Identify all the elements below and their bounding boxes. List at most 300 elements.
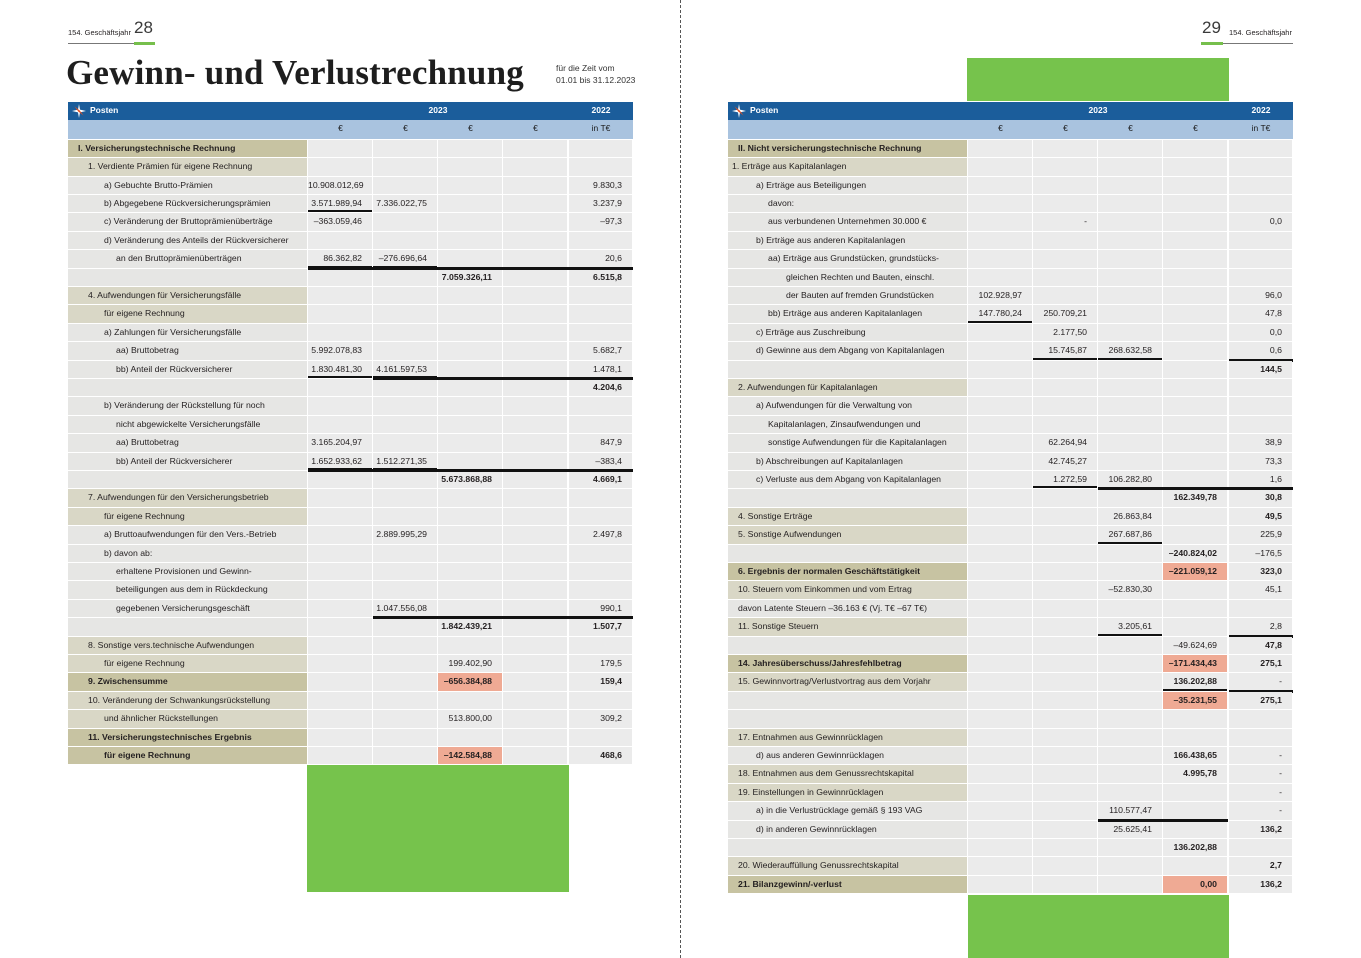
table-row [728, 213, 1293, 231]
value-cell: 136,2 [1229, 821, 1292, 838]
row-label: bb) Anteil der Rückversicherer [68, 361, 307, 378]
value-cell [968, 140, 1032, 157]
value-cell [1033, 821, 1097, 838]
period-text: für die Zeit vom 01.01 bis 31.12.2023 [556, 63, 636, 85]
value-cell: 5.992.078,83 [308, 342, 372, 359]
value-cell: 5.673.868,88 [438, 471, 502, 488]
table-row [728, 508, 1293, 526]
table-row [728, 747, 1293, 765]
value-cell [1098, 765, 1162, 782]
value-cell [968, 416, 1032, 433]
row-label: 18. Entnahmen aus dem Genussrechtskapital [728, 765, 967, 782]
value-cell [1098, 158, 1162, 175]
value-cell [1033, 287, 1097, 304]
value-cell [968, 673, 1032, 690]
value-cell [438, 526, 502, 543]
value-cell [373, 545, 437, 562]
value-cell: 268.632,58 [1098, 342, 1162, 359]
value-cell [1163, 342, 1227, 359]
value-cell: 25.625,41 [1098, 821, 1162, 838]
value-cell [373, 177, 437, 194]
value-cell: - [1229, 802, 1292, 819]
value-cell [438, 324, 502, 341]
value-cell [569, 140, 632, 157]
value-cell [968, 600, 1032, 617]
value-cell: 2.497,8 [569, 526, 632, 543]
row-label: bb) Anteil der Rückversicherer [68, 453, 307, 470]
unit-label: € [403, 123, 408, 134]
table-row [728, 158, 1293, 176]
value-cell: 147.780,24 [968, 305, 1032, 322]
row-label: c) Veränderung der Bruttoprämienüberträge [68, 213, 307, 230]
value-cell [968, 361, 1032, 378]
unit-label: € [1063, 123, 1068, 134]
value-cell: 3.165.204,97 [308, 434, 372, 451]
star-logo-icon [72, 104, 86, 118]
value-cell [1033, 489, 1097, 506]
value-cell [438, 508, 502, 525]
table-units-row [728, 120, 1293, 138]
row-label: aus verbundenen Unternehmen 30.000 € [728, 213, 967, 230]
value-cell: –240.824,02 [1163, 545, 1227, 562]
value-cell [968, 379, 1032, 396]
value-cell: 166.438,65 [1163, 747, 1227, 764]
value-cell: - [1033, 213, 1097, 230]
value-cell: - [1229, 673, 1292, 690]
value-cell [569, 729, 632, 746]
value-cell [1098, 453, 1162, 470]
value-cell: 47,8 [1229, 305, 1292, 322]
value-cell [968, 618, 1032, 635]
value-cell [1163, 600, 1227, 617]
value-cell [1033, 140, 1097, 157]
row-label: der Bauten auf fremden Grundstücken [728, 287, 967, 304]
row-label: d) aus anderen Gewinnrücklagen [728, 747, 967, 764]
value-cell: 26.863,84 [1098, 508, 1162, 525]
row-label: a) Bruttoaufwendungen für den Vers.-Betrieb [68, 526, 307, 543]
value-cell [1033, 637, 1097, 654]
left-page-header [68, 18, 155, 44]
table-row [728, 839, 1293, 857]
row-label: 8. Sonstige vers.technische Aufwendungen [68, 637, 307, 654]
value-cell [503, 140, 567, 157]
value-cell [1098, 600, 1162, 617]
value-cell [1098, 434, 1162, 451]
value-cell [503, 213, 567, 230]
sum-rule [308, 469, 633, 472]
value-cell [569, 489, 632, 506]
value-cell [968, 692, 1032, 709]
value-cell [503, 250, 567, 267]
row-label: 5. Sonstige Aufwendungen [728, 526, 967, 543]
value-cell: 6.515,8 [569, 269, 632, 286]
row-label: erhaltene Provisionen und Gewinn- [68, 563, 307, 580]
value-cell [373, 158, 437, 175]
value-cell: 20,6 [569, 250, 632, 267]
value-cell [1229, 177, 1292, 194]
value-cell: 0,00 [1163, 876, 1227, 893]
value-cell [1098, 324, 1162, 341]
value-cell [1163, 287, 1227, 304]
row-label: für eigene Rechnung [68, 508, 307, 525]
value-cell [1033, 581, 1097, 598]
row-label: I. Versicherungstechnische Rechnung [68, 140, 307, 157]
value-cell [1229, 600, 1292, 617]
value-cell [1033, 195, 1097, 212]
sum-rule [1098, 819, 1228, 822]
value-cell [968, 397, 1032, 414]
unit-label: € [533, 123, 538, 134]
value-cell: - [1229, 784, 1292, 801]
value-cell: 1.830.481,30 [308, 361, 372, 378]
value-cell [503, 545, 567, 562]
value-cell [1033, 857, 1097, 874]
value-cell [1033, 692, 1097, 709]
right-page-header [1201, 18, 1293, 44]
table-row [68, 618, 633, 636]
value-cell [373, 324, 437, 341]
value-cell [373, 710, 437, 727]
row-label: davon: [728, 195, 967, 212]
value-cell [1229, 195, 1292, 212]
value-cell: –383,4 [569, 453, 632, 470]
value-cell [1163, 213, 1227, 230]
value-cell [503, 508, 567, 525]
value-cell: 2.177,50 [1033, 324, 1097, 341]
value-cell [308, 692, 372, 709]
value-cell: 250.709,21 [1033, 305, 1097, 322]
value-cell [968, 765, 1032, 782]
value-cell [1163, 729, 1227, 746]
row-label: gegebenen Versicherungsgeschäft [68, 600, 307, 617]
value-cell [1229, 269, 1292, 286]
row-label [728, 710, 967, 727]
row-label: 1. Erträge aus Kapitalanlagen [728, 158, 967, 175]
value-cell: 159,4 [569, 673, 632, 690]
value-cell [373, 489, 437, 506]
value-cell [438, 416, 502, 433]
row-label: 17. Entnahmen aus Gewinnrücklagen [728, 729, 967, 746]
value-cell [373, 673, 437, 690]
value-cell [968, 637, 1032, 654]
value-cell [1229, 250, 1292, 267]
row-label: 4. Aufwendungen für Versicherungsfälle [68, 287, 307, 304]
row-label: a) Gebuchte Brutto-Prämien [68, 177, 307, 194]
value-cell [968, 526, 1032, 543]
table-row [728, 250, 1293, 268]
row-label: 19. Einstellungen in Gewinnrücklagen [728, 784, 967, 801]
value-cell [308, 508, 372, 525]
value-cell [373, 637, 437, 654]
value-cell [373, 232, 437, 249]
value-cell [569, 305, 632, 322]
value-cell [1033, 729, 1097, 746]
value-cell [1098, 140, 1162, 157]
value-cell [1098, 269, 1162, 286]
row-label: 10. Steuern vom Einkommen und vom Ertrag [728, 581, 967, 598]
value-cell [1163, 471, 1227, 488]
value-cell: 3.237,9 [569, 195, 632, 212]
value-cell: 110.577,47 [1098, 802, 1162, 819]
value-cell [373, 140, 437, 157]
value-cell [569, 324, 632, 341]
row-label [68, 379, 307, 396]
table-row [728, 269, 1293, 287]
value-cell [1163, 195, 1227, 212]
value-cell [1098, 489, 1162, 506]
value-cell [503, 581, 567, 598]
value-cell [503, 637, 567, 654]
value-cell: 0,0 [1229, 324, 1292, 341]
table-row [728, 600, 1293, 618]
value-cell [438, 158, 502, 175]
table-row [68, 379, 633, 397]
value-cell [569, 637, 632, 654]
row-label [728, 637, 967, 654]
value-cell [438, 729, 502, 746]
unit-label: € [1193, 123, 1198, 134]
value-cell [308, 581, 372, 598]
table-row [68, 563, 633, 581]
value-cell [1098, 729, 1162, 746]
value-cell [503, 397, 567, 414]
value-cell: 73,3 [1229, 453, 1292, 470]
value-cell [503, 177, 567, 194]
row-label [728, 361, 967, 378]
table-row [68, 195, 633, 213]
table-row [68, 397, 633, 415]
row-label: 10. Veränderung der Schwankungsrückstellung [68, 692, 307, 709]
value-cell: 468,6 [569, 747, 632, 764]
value-cell [1098, 379, 1162, 396]
value-cell [1098, 250, 1162, 267]
row-label: c) Erträge aus Zuschreibung [728, 324, 967, 341]
value-cell [1033, 655, 1097, 672]
value-cell [503, 434, 567, 451]
value-cell [1033, 876, 1097, 893]
row-label: 7. Aufwendungen für den Versicherungsbetrieb [68, 489, 307, 506]
header-year-prev: 2022 [1251, 105, 1271, 115]
value-cell: 49,5 [1229, 508, 1292, 525]
value-cell: 7.336.022,75 [373, 195, 437, 212]
table-row [68, 232, 633, 250]
right-page-number: 29 [1202, 18, 1221, 37]
value-cell [308, 710, 372, 727]
value-cell [968, 821, 1032, 838]
value-cell [968, 269, 1032, 286]
value-cell [308, 600, 372, 617]
value-cell [503, 747, 567, 764]
value-cell: –656.384,88 [438, 673, 502, 690]
value-cell [1229, 710, 1292, 727]
table-row [728, 232, 1293, 250]
value-cell [308, 618, 372, 635]
table-units-row [68, 120, 633, 138]
table-row [728, 526, 1293, 544]
value-cell [1163, 581, 1227, 598]
value-cell: 30,8 [1229, 489, 1292, 506]
value-cell [569, 545, 632, 562]
value-cell [503, 710, 567, 727]
value-cell [308, 158, 372, 175]
value-cell [1033, 563, 1097, 580]
value-cell [968, 802, 1032, 819]
value-cell [1098, 213, 1162, 230]
value-cell [503, 673, 567, 690]
value-cell [308, 305, 372, 322]
value-cell: 42.745,27 [1033, 453, 1097, 470]
value-cell [373, 692, 437, 709]
value-cell: 96,0 [1229, 287, 1292, 304]
value-cell [308, 747, 372, 764]
table-row [68, 471, 633, 489]
row-label: Kapitalanlagen, Zinsaufwendungen und [728, 416, 967, 433]
value-cell [503, 526, 567, 543]
value-cell [1098, 416, 1162, 433]
row-label: für eigene Rechnung [68, 305, 307, 322]
table-row [728, 453, 1293, 471]
value-cell: 1.512.271,35 [373, 453, 437, 470]
value-cell [1163, 158, 1227, 175]
table-header-row [728, 102, 1293, 120]
value-cell [503, 324, 567, 341]
value-cell [1098, 305, 1162, 322]
row-label: 15. Gewinnvortrag/Verlustvortrag aus dem Vorjahr [728, 673, 967, 690]
row-label: b) Veränderung der Rückstellung für noch [68, 397, 307, 414]
value-cell [968, 158, 1032, 175]
value-cell [503, 287, 567, 304]
value-cell [438, 232, 502, 249]
table-row [728, 876, 1293, 894]
row-label: für eigene Rechnung [68, 655, 307, 672]
value-cell [1098, 839, 1162, 856]
value-cell [968, 471, 1032, 488]
value-cell [569, 563, 632, 580]
header-year-prev: 2022 [591, 105, 611, 115]
value-cell: 990,1 [569, 600, 632, 617]
value-cell [373, 287, 437, 304]
row-label: d) Gewinne aus dem Abgang von Kapitalanlagen [728, 342, 967, 359]
value-cell [1229, 839, 1292, 856]
row-label: a) Zahlungen für Versicherungsfälle [68, 324, 307, 341]
value-cell [1163, 618, 1227, 635]
value-cell [1229, 397, 1292, 414]
table-row [68, 177, 633, 195]
value-cell [1098, 784, 1162, 801]
value-cell: –221.059,12 [1163, 563, 1227, 580]
value-cell [968, 177, 1032, 194]
value-cell [438, 545, 502, 562]
value-cell [373, 563, 437, 580]
table-row [728, 637, 1293, 655]
value-cell [1033, 397, 1097, 414]
table-row [68, 729, 633, 747]
value-cell [438, 563, 502, 580]
value-cell: –142.584,88 [438, 747, 502, 764]
row-label: und ähnlicher Rückstellungen [68, 710, 307, 727]
value-cell [308, 655, 372, 672]
table-row [728, 177, 1293, 195]
unit-label: € [468, 123, 473, 134]
value-cell [503, 471, 567, 488]
value-cell: 4.669,1 [569, 471, 632, 488]
value-cell: 102.928,97 [968, 287, 1032, 304]
value-cell [1033, 618, 1097, 635]
value-cell [373, 342, 437, 359]
value-cell [1033, 379, 1097, 396]
value-cell [503, 305, 567, 322]
table-header-row [68, 102, 633, 120]
value-cell [569, 692, 632, 709]
value-cell [1098, 397, 1162, 414]
table-row [728, 784, 1293, 802]
value-cell [1163, 508, 1227, 525]
table-row [728, 434, 1293, 452]
row-label: aa) Bruttobetrag [68, 434, 307, 451]
row-label: d) Veränderung des Anteils der Rückversicherer [68, 232, 307, 249]
table-row [728, 287, 1293, 305]
value-cell [373, 508, 437, 525]
value-cell [1098, 563, 1162, 580]
header-posten: Posten [90, 105, 119, 115]
value-cell [1098, 287, 1162, 304]
value-cell: 275,1 [1229, 692, 1292, 709]
value-cell: 1,6 [1229, 471, 1292, 488]
value-cell [569, 158, 632, 175]
table-row [68, 673, 633, 691]
value-cell: –276.696,64 [373, 250, 437, 267]
left-page-number: 28 [134, 18, 153, 37]
value-cell [373, 416, 437, 433]
value-cell [1033, 177, 1097, 194]
row-label: 21. Bilanzgewinn/-verlust [728, 876, 967, 893]
value-cell [438, 213, 502, 230]
value-cell: 199.402,90 [438, 655, 502, 672]
unit-label: € [1128, 123, 1133, 134]
value-cell [1098, 545, 1162, 562]
value-cell [1033, 839, 1097, 856]
value-cell [1033, 545, 1097, 562]
value-cell [1033, 232, 1097, 249]
table-row [728, 857, 1293, 875]
value-cell [968, 195, 1032, 212]
value-cell [968, 839, 1032, 856]
table-row [728, 342, 1293, 360]
value-cell: 106.282,80 [1098, 471, 1162, 488]
sum-rule [373, 377, 633, 380]
value-cell [1163, 802, 1227, 819]
table-row [728, 545, 1293, 563]
value-cell [438, 305, 502, 322]
value-cell [1098, 673, 1162, 690]
value-cell [968, 342, 1032, 359]
value-cell [1098, 232, 1162, 249]
value-cell [308, 673, 372, 690]
row-label: II. Nicht versicherungstechnische Rechnung [728, 140, 967, 157]
value-cell: 45,1 [1229, 581, 1292, 598]
value-cell [1033, 158, 1097, 175]
value-cell [1229, 158, 1292, 175]
value-cell [1098, 857, 1162, 874]
value-cell: 267.687,86 [1098, 526, 1162, 543]
value-cell [308, 416, 372, 433]
value-cell [438, 250, 502, 267]
value-cell [1098, 876, 1162, 893]
value-cell [503, 729, 567, 746]
value-cell [1033, 269, 1097, 286]
value-cell [373, 618, 437, 635]
value-cell [1033, 416, 1097, 433]
